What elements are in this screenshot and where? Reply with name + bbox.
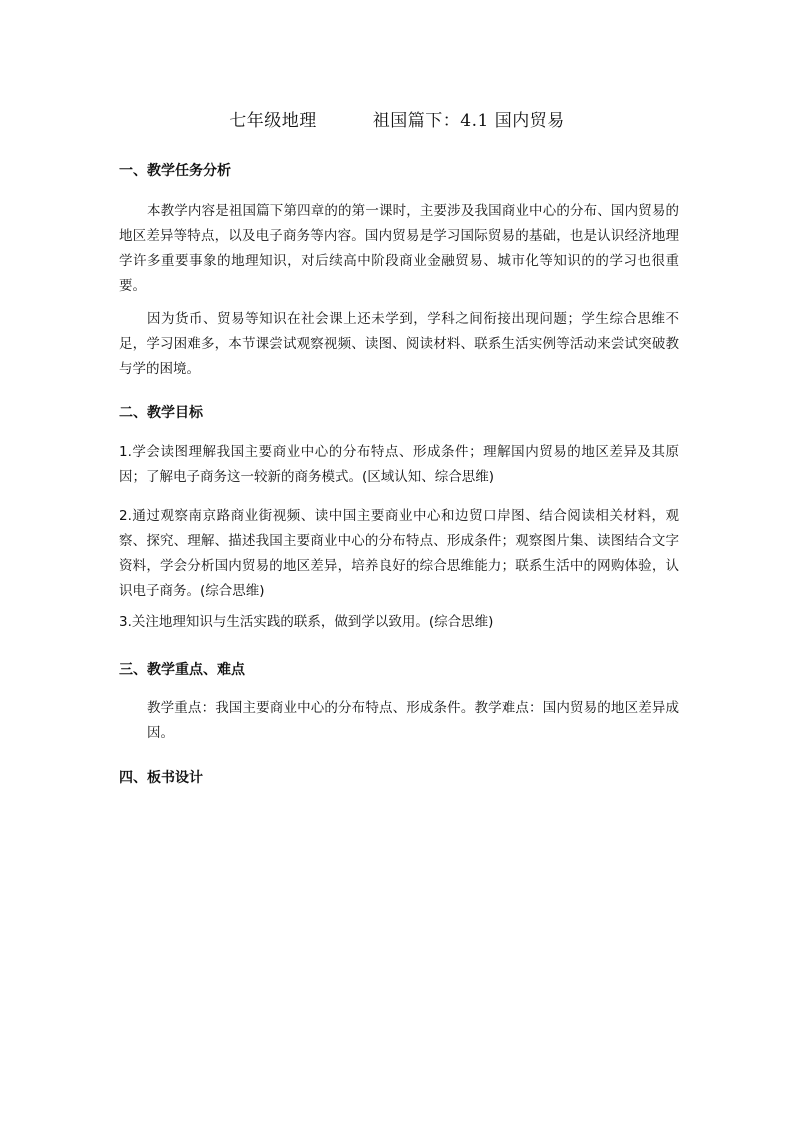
page-title <box>0 106 794 131</box>
section-heading-teaching-goals: 二、教学目标 <box>119 405 203 421</box>
title-grade-subject: 七年级地理 <box>229 111 317 131</box>
section-heading-key-points: 三、教学重点、难点 <box>119 662 245 678</box>
key-points-paragraph: 教学重点：我国主要商业中心的分布特点、形成条件。教学难点：国内贸易的地区差异成因。 <box>147 700 679 741</box>
goal-item-3: 3.关注地理知识与生活实践的联系，做到学以致用。(综合思维) <box>119 614 494 630</box>
section-heading-board-design: 四、板书设计 <box>119 770 203 786</box>
goal-item-1: 1.学会读图理解我国主要商业中心的分布特点、形成条件；理解国内贸易的地区差异及其原因；了解电子商务这一较新的商务模式。(区域认知、综合思维) <box>119 444 679 485</box>
task-analysis-paragraph-1: 本教学内容是祖国篇下第四章的的第一课时，主要涉及我国商业中心的分布、国内贸易的地区差异等特点，以及电子商务等内容。国内贸易是学习国际贸易的基础，也是认识经济地理学许多重要事象的地理知识，对后续高中阶段商业金融贸易、城市化等知识的的学习也很重要。 <box>119 203 679 294</box>
goal-item-2: 2.通过观察南京路商业街视频、读中国主要商业中心和边贸口岸图、结合阅读相关材料，观察、探究、理解、描述我国主要商业中心的分布特点、形成条件；观察图片集、读图结合文字资料，学会分析国内贸易的地区差异，培养良好的综合思维能力；联系生活中的网购体验，认识电子商务。(综合思维) <box>119 508 679 599</box>
title-lesson: 祖国篇下：4.1 国内贸易 <box>372 111 565 131</box>
section-heading-task-analysis: 一、教学任务分析 <box>119 163 231 179</box>
task-analysis-paragraph-2: 因为货币、贸易等知识在社会课上还未学到，学科之间衔接出现问题；学生综合思维不足，学习困难多，本节课尝试观察视频、读图、阅读材料、联系生活实例等活动来尝试突破教与学的困境。 <box>119 311 679 377</box>
